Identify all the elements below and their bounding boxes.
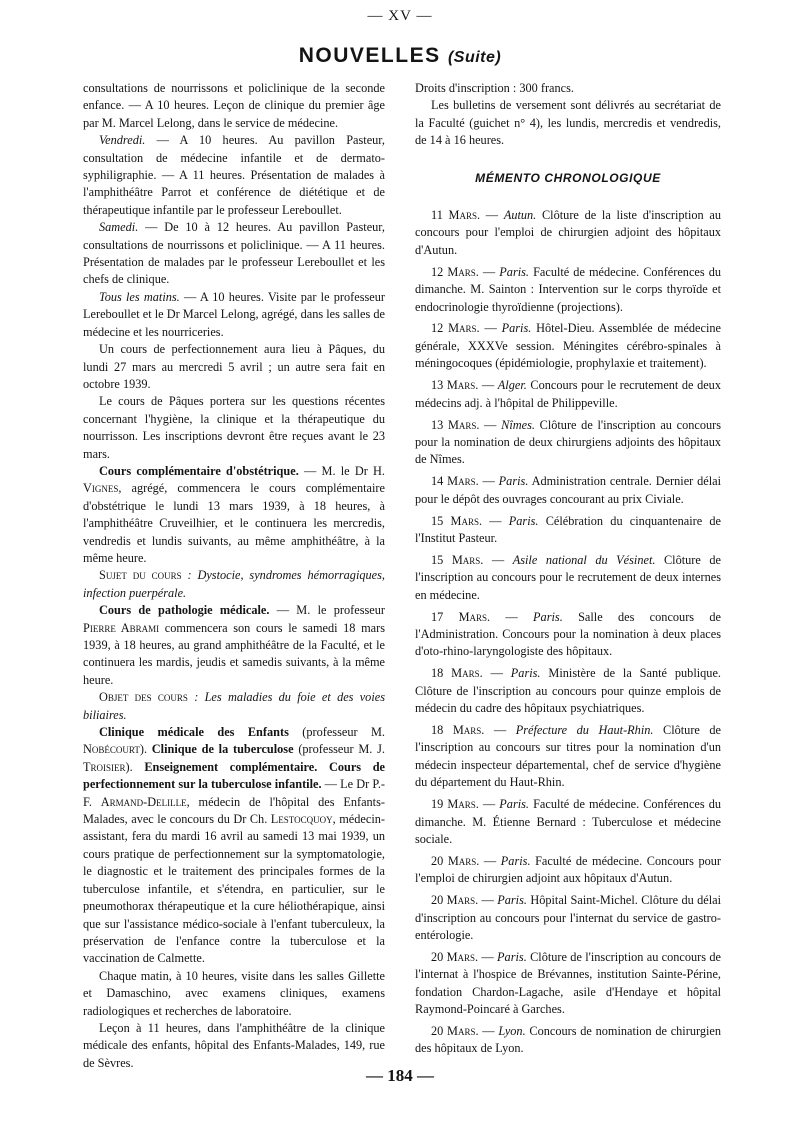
entry-dash: — xyxy=(478,893,498,908)
paragraph-text: : Dystocie, syndromes hémorragiques, infection puerpérale. xyxy=(83,568,385,600)
left-column xyxy=(83,80,385,1072)
paragraph-label: Objet des cours xyxy=(99,690,188,705)
entry-dash: — xyxy=(478,474,499,489)
entry-dash: — xyxy=(482,513,509,528)
entry-date: 13 Mars. xyxy=(431,378,479,393)
paragraph-text: (professeur M. xyxy=(288,725,385,740)
entry-place: Autun. xyxy=(503,208,537,223)
entry-date: 11 Mars. xyxy=(431,208,481,223)
right-column xyxy=(415,80,721,1058)
entry-dash: — xyxy=(478,264,500,279)
entry-dash: — xyxy=(478,797,500,812)
paragraph xyxy=(83,602,385,689)
page-number: — 184 — xyxy=(366,1066,434,1085)
entry-place: Paris. xyxy=(510,666,541,681)
paragraph-text: , médecin de l'hôpital des Enfants-Malades, avec le concours du Dr Ch. xyxy=(83,794,385,827)
paragraph-text: ). xyxy=(125,759,145,774)
entry-place: Paris. xyxy=(508,513,539,528)
paragraph xyxy=(83,724,385,968)
paragraph xyxy=(83,219,385,289)
paragraph-text: — A 10 heures. Au pavillon Pasteur, consultation de médecine infantile et de dermato-syphiligraphie. — A 11 heures. Présentation de malades à l'amphithéâtre Parrot et conférence de diététique et de thérapeutique infantile par le professeur Lereboullet. xyxy=(83,133,385,217)
paragraph: Leçon à 11 heures, dans l'amphithéâtre de la clinique médicale des enfants, hôpital des Enfants-Malades, 149, rue de Sèvres. xyxy=(83,1020,385,1070)
memento-entry xyxy=(415,513,721,548)
person-name: Vignes xyxy=(83,481,119,496)
entry-text: Salle des concours de l'Administration. Concours pour la nomination à deux places d'oto-rhino-laryngologiste des hôpitaux. xyxy=(415,609,721,659)
title-text: NOUVELLES xyxy=(298,44,441,67)
memento-entry xyxy=(415,320,721,372)
entry-date: 19 Mars. xyxy=(431,797,479,812)
paragraph-text: — A 10 heures. Visite par le professeur Lereboullet et le Dr Marcel Lelong, agrégé, dans les salles de médecine et les nourriceries. xyxy=(83,289,385,339)
entry-date: 14 Mars. xyxy=(431,474,479,489)
entry-text: Faculté de médecine. Concours pour l'emploi de chirurgien adjoint aux hôpitaux d'Autun. xyxy=(415,853,721,886)
entry-date: 15 Mars. xyxy=(431,552,484,567)
paragraph: Un cours de perfectionnement aura lieu à Pâques, du lundi 27 mars au mercredi 5 avril ; un autre sera fait en octobre 1939. xyxy=(83,342,385,391)
memento-entry xyxy=(415,949,721,1019)
paragraph-label: Sujet du cours xyxy=(99,568,182,583)
person-name: Pierre Abrami xyxy=(83,620,160,635)
person-name: Lestocquoy xyxy=(270,812,333,827)
entry-place: Nîmes. xyxy=(501,417,535,432)
paragraph: Droits d'inscription : 300 francs. xyxy=(415,81,574,95)
memento-list xyxy=(415,207,721,1058)
entry-place: Paris. xyxy=(501,321,532,336)
paragraph-text: , agrégé, commencera le cours complémentaire d'obstétrique le lundi 13 mars 1939, à 18 heures, à l'amphithéâtre Cruveilhier, et le continuera les mercredis, vendredis et lundis suivants, au même amphithéâtre, à la même heure. xyxy=(83,481,385,565)
paragraph: Les bulletins de versement sont délivrés au secrétariat de la Faculté (guichet n° 4), les lundis, mercredis et vendredis, de 14 à 16 heures. xyxy=(415,98,721,148)
entry-text: Concours de nomination de chirurgien des hôpitaux de Lyon. xyxy=(415,1024,722,1056)
entry-date: 17 Mars. xyxy=(431,609,491,624)
entry-place: Asile national du Vésinet. xyxy=(512,552,656,567)
title-suite: (Suite) xyxy=(447,49,502,66)
entry-text: Faculté de médecine. Conférences du dimanche. M. Étienne Bernard : Tuberculose et médecine sociale. xyxy=(415,797,722,846)
entry-date: 12 Mars. xyxy=(431,264,479,279)
page-title xyxy=(0,44,800,68)
entry-text: Concours pour le recrutement de deux médecins adj. à l'hôpital de Philippeville. xyxy=(415,378,721,410)
paragraph-text: (professeur M. J. xyxy=(293,742,385,757)
paragraph: Chaque matin, à 10 heures, visite dans les salles Gillette et Damaschino, avec examens cliniques, examens radiologiques et recherches de laboratoire. xyxy=(83,968,385,1018)
memento-entry xyxy=(415,665,721,717)
entry-text: Clôture de la liste d'inscription au concours pour l'emploi de chirurgien adjoint des hôpitaux d'Autun. xyxy=(415,208,721,257)
memento-entry xyxy=(415,207,721,259)
paragraph-label: Enseignement complémentaire. Cours de perfectionnement sur la tuberculose infantile. xyxy=(83,759,385,792)
paragraph-text: ). xyxy=(139,742,152,757)
entry-place: Paris. xyxy=(497,949,527,964)
entry-date: 20 Mars. xyxy=(431,853,480,868)
paragraph-text: — Le Dr P.-F. xyxy=(83,777,385,809)
entry-dash: — xyxy=(478,949,498,964)
entry-text: Clôture de l'inscription au concours pour la nomination de deux chirurgiens adjoints des hôpitaux de Nîmes. xyxy=(415,417,722,467)
entry-dash: — xyxy=(484,723,516,737)
paragraph: consultations de nourrissons et policlinique de la seconde enfance. — A 10 heures. Leçon de clinique du premier âge par M. Marcel Lelong, dans le service de médecine. xyxy=(83,81,385,130)
entry-place: Lyon. xyxy=(498,1024,526,1038)
entry-date: 18 Mars. xyxy=(431,723,485,737)
memento-entry xyxy=(415,796,721,848)
memento-entry xyxy=(415,552,721,604)
paragraph-label: Cours complémentaire d'obstétrique. xyxy=(99,463,299,478)
memento-entry xyxy=(415,609,721,661)
memento-entry xyxy=(415,853,721,888)
paragraph xyxy=(83,289,385,341)
paragraph-label: Clinique de la tuberculose xyxy=(151,742,294,757)
entry-date: 18 Mars. xyxy=(431,666,483,681)
entry-place: Paris. xyxy=(533,609,563,624)
entry-dash: — xyxy=(479,417,502,432)
section-heading: MÉMENTO CHRONOLOGIQUE xyxy=(475,170,661,185)
entry-place: Paris. xyxy=(499,797,530,812)
entry-date: 20 Mars. xyxy=(431,949,479,964)
memento-entry xyxy=(415,722,721,792)
memento-entry xyxy=(415,264,721,316)
entry-text: Administration centrale. Dernier délai pour le dépôt des ouvrages concourant au prix Civiale. xyxy=(415,474,722,506)
entry-text: Faculté de médecine. Conférences du dimanche. M. Sainton : Intervention sur le corps thyroïde et endocrinologie thyroïdienne (projections). xyxy=(415,264,722,314)
entry-text: Hôtel-Dieu. Assemblée de médecine générale, XXXVe session. Méningites cérébro-spinales à méningocoques (épidémiologie, prophylaxie et traitement). xyxy=(415,321,722,371)
entry-place: Paris. xyxy=(499,264,530,279)
paragraph-label: Samedi. xyxy=(99,220,139,235)
entry-text: Clôture de l'inscription au concours pour le recrutement de deux internes en médecine. xyxy=(415,552,721,602)
entry-dash: — xyxy=(482,666,511,681)
entry-date: 13 Mars. xyxy=(431,417,480,432)
entry-date: 20 Mars. xyxy=(431,893,479,908)
entry-dash: — xyxy=(480,208,504,223)
entry-place: Préfecture du Haut-Rhin. xyxy=(515,723,654,737)
paragraph-text: — M. le professeur xyxy=(269,603,385,618)
memento-entry xyxy=(415,417,721,469)
paragraph-text: commencera son cours le samedi 18 mars 1939, à 18 heures, au grand amphithéâtre de la Faculté, et le continuera les mardis, jeudis et samedis suivants, à la même heure. xyxy=(83,620,385,687)
entry-place: Paris. xyxy=(497,893,527,908)
paragraph xyxy=(83,132,385,219)
entry-text: Ministère de la Santé publique. Clôture de l'inscription au concours pour quinze emplois de médecin du cadre des hôpitaux psychiatriques. xyxy=(415,666,721,716)
entry-text: Célébration du cinquantenaire de l'Institut Pasteur. xyxy=(415,513,721,545)
paragraph-text: , médecin-assistant, fera du mardi 16 avril au samedi 13 mai 1939, un cours pratique de perfectionnement sur la symptomatologie, le diagnostic et le traitement des principales formes de la tuberculose infantile, et s'étendra, en particulier, sur le pneumothorax thérapeutique et la cure héliothérapique, ainsi que sur l'assistance médico-sociale à l'enfant tuberculeux, la préservation de l'enfance contre la tuberculose et la vaccination de Calmette. xyxy=(83,812,385,966)
page-roman-numeral: — XV — xyxy=(367,8,433,24)
entry-place: Paris. xyxy=(500,853,531,868)
entry-text: Clôture de l'inscription au concours sur titres pour la nomination d'un médecin inspecteur départemental, chef de service d'hygiène du département du Haut-Rhin. xyxy=(415,723,722,790)
memento-entry xyxy=(415,377,721,412)
entry-place: Paris. xyxy=(498,474,529,489)
entry-dash: — xyxy=(478,1024,499,1038)
paragraph-label: Tous les matins. xyxy=(99,289,180,304)
person-name: Troisier xyxy=(83,759,126,774)
paragraph-text: — M. le Dr H. xyxy=(298,463,385,478)
entry-text: Clôture de l'inscription au concours de l'internat à l'hospice de Brévannes, institution Sainte-Périne, fondation Chardon-Lagache, asile d'Hendaye et hôpital Raymond-Poincaré à Garches. xyxy=(415,949,721,1017)
paragraph xyxy=(83,463,385,567)
entry-date: 20 Mars. xyxy=(431,1024,479,1038)
paragraph xyxy=(83,567,385,602)
paragraph xyxy=(83,689,385,724)
paragraph-label: Cours de pathologie médicale. xyxy=(99,603,270,618)
entry-dash: — xyxy=(478,378,498,393)
paragraph: Le cours de Pâques portera sur les questions récentes concernant l'hygiène, la clinique et la thérapeutique du nourrisson. Les inscriptions devront être reçues avant le 23 mars. xyxy=(83,394,385,461)
memento-entry xyxy=(415,473,721,508)
entry-date: 12 Mars. xyxy=(431,321,480,336)
entry-date: 15 Mars. xyxy=(431,513,483,528)
entry-dash: — xyxy=(483,552,513,567)
person-name: Armand-Delille xyxy=(100,794,187,809)
entry-dash: — xyxy=(490,609,534,624)
memento-entry xyxy=(415,1023,721,1058)
paragraph-text: — De 10 à 12 heures. Au pavillon Pasteur, consultations de nourrissons et policlinique. — A 11 heures. Présentation de malades par le professeur Lereboullet et les chefs de clinique. xyxy=(83,220,385,287)
memento-entry xyxy=(415,892,721,944)
paragraph-label: Clinique médicale des Enfants xyxy=(99,725,289,740)
entry-place: Alger. xyxy=(497,378,527,393)
entry-dash: — xyxy=(479,853,501,868)
person-name: Nobécourt xyxy=(83,742,140,757)
paragraph-text: : Les maladies du foie et des voies biliaires. xyxy=(83,690,385,722)
entry-dash: — xyxy=(479,321,502,336)
entry-text: Hôpital Saint-Michel. Clôture du délai d'inscription au concours pour l'internat du service de gastro-entérologie. xyxy=(415,893,722,942)
paragraph-label: Vendredi. xyxy=(99,133,146,148)
